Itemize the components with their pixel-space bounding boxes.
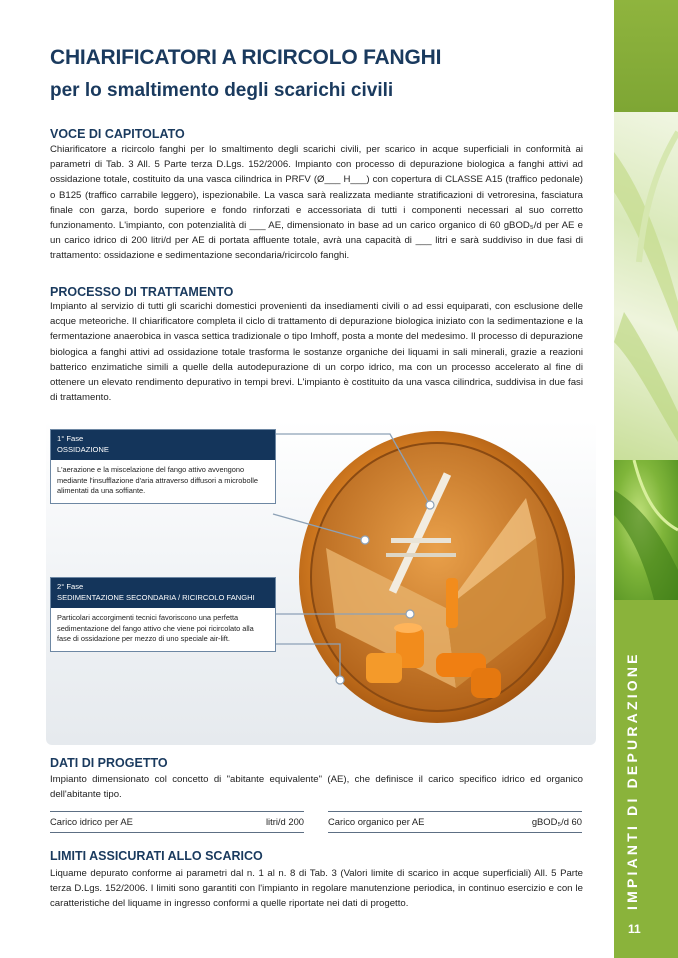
callout-phase-2-number: 2° Fase [57,582,84,591]
page-title: CHIARIFICATORI A RICIRCOLO FANGHI [50,46,442,69]
section-limiti-text: Liquame depurato conforme ai parametri dal n. 1 al n. 8 di Tab. 3 (Valori limite di scarico in acque superficiali) All. 5 Parte terza D.Lgs. 152/2006. I limiti sono garantiti con l'impianto in regolare manutenzione periodica, in continuo esercizio e con le caratteristiche del liquame in ingresso conformi a quelle riportate nei dati di progetto. [50,868,583,910]
data-row-idrico-value: litri/d 200 [265,816,304,827]
leaf-image [614,112,678,460]
section-dati-heading: DATI DI PROGETTO [50,756,168,770]
callout-phase-1-name: OSSIDAZIONE [57,444,109,454]
callout-phase-1 [50,429,276,504]
side-title: IMPIANTI DI DEPURAZIONE [624,651,640,910]
page-subtitle: per lo smaltimento degli scarichi civili [50,80,394,101]
callout-phase-2-header [51,578,275,608]
callout-phase-1-header [51,430,275,460]
section-voce-heading: VOCE DI CAPITOLATO [50,127,185,141]
data-row-idrico [50,811,304,833]
data-row-organico-label: Carico organico per AE [328,816,425,827]
callout-phase-2 [50,577,276,652]
callout-phase-1-number: 1° Fase [57,434,84,443]
leaf-image-2 [614,460,678,600]
callout-phase-2-text: Particolari accorgimenti tecnici favoriscono una perfetta sedimentazione del fango attivo che viene poi ricircolato alla fase di ossidazione per mezzo di uno speciale air-lift. [57,613,254,644]
page-number: 11 [628,922,641,936]
section-limiti-heading: LIMITI ASSICURATI ALLO SCARICO [50,849,263,863]
data-row-idrico-label: Carico idrico per AE [50,816,133,827]
callout-phase-2-name: SEDIMENTAZIONE SECONDARIA / RICIRCOLO FANGHI [57,592,255,602]
section-dati-text: Impianto dimensionato col concetto di "abitante equivalente" (AE), che definisce il carico specifico idrico ed organico dell'abitante tipo. [50,774,583,801]
leader-lines [270,430,520,690]
section-voce-text: Chiarificatore a ricircolo fanghi per lo smaltimento degli scarichi civili, per scarico in acque superficiali in conformità ai parametri di Tab. 3 All. 5 Parte terza D.Lgs. 152/2006. Impianto con processo di depurazione biologica a fanghi attivi ad ossidazione totale, costituito da una vasca cilindrica in PRFV (Ø___ H___) con copertura di CLASSE A15 (traffico pedonale) o B125 (traffico carrabile leggero), ispezionabile. La vasca sarà realizzata mediante stratificazioni di vetroresina, fasciatura finale con garza, bordo superiore e fondo rinforzati e accessoriata di tutti i componenti necessari al suo corretto funzionamento. L'impianto, con potenzialità di ___ AE, dimensionato in base ad un carico organico di 60 gBOD₅/d per AE e un carico idrico di 200 litri/d per AE di portata affluente totale, avrà una capacità di ___ litri e sarà suddiviso in due fasi di trattamento: ossidazione e sedimentazione secondaria/ricircolo fanghi. [50,144,583,262]
callout-phase-1-text: L'aerazione e la miscelazione del fango attivo avvengono mediante l'insufflazione d'aria attraverso diffusori a microbolle alimentati da una soffiante. [57,465,258,496]
section-processo-text: Impianto al servizio di tutti gli scarichi domestici provenienti da insediamenti civili o ad essi equiparati, con esclusione delle acque meteoriche. Il chiarificatore completa il ciclo di trattamento di depurazione biologica iniziato con la sedimentazione e la fermentazione anaerobica in vasca settica tradizionale o tipo Imhoff, posta a monte del medesimo. Il processo di depurazione biologica a fanghi attivi ad ossidazione totale trasforma le sostanze organiche dei liquami in sali minerali, grazie a reazioni batterico enzimatiche simili a quelle della autodepurazione di un corpo idrico, ma con un processo accelerato al fine di ottenere un elevato rendimento depurativo in tempi brevi. L'impianto è costituito da una vasca cilindrica, suddivisa in due fasi di trattamento. [50,301,583,404]
data-row-organico-value: gBOD₅/d 60 [531,816,582,827]
side-strip-top [614,0,678,112]
section-processo-heading: PROCESSO DI TRATTAMENTO [50,285,234,299]
data-row-organico [328,811,582,833]
